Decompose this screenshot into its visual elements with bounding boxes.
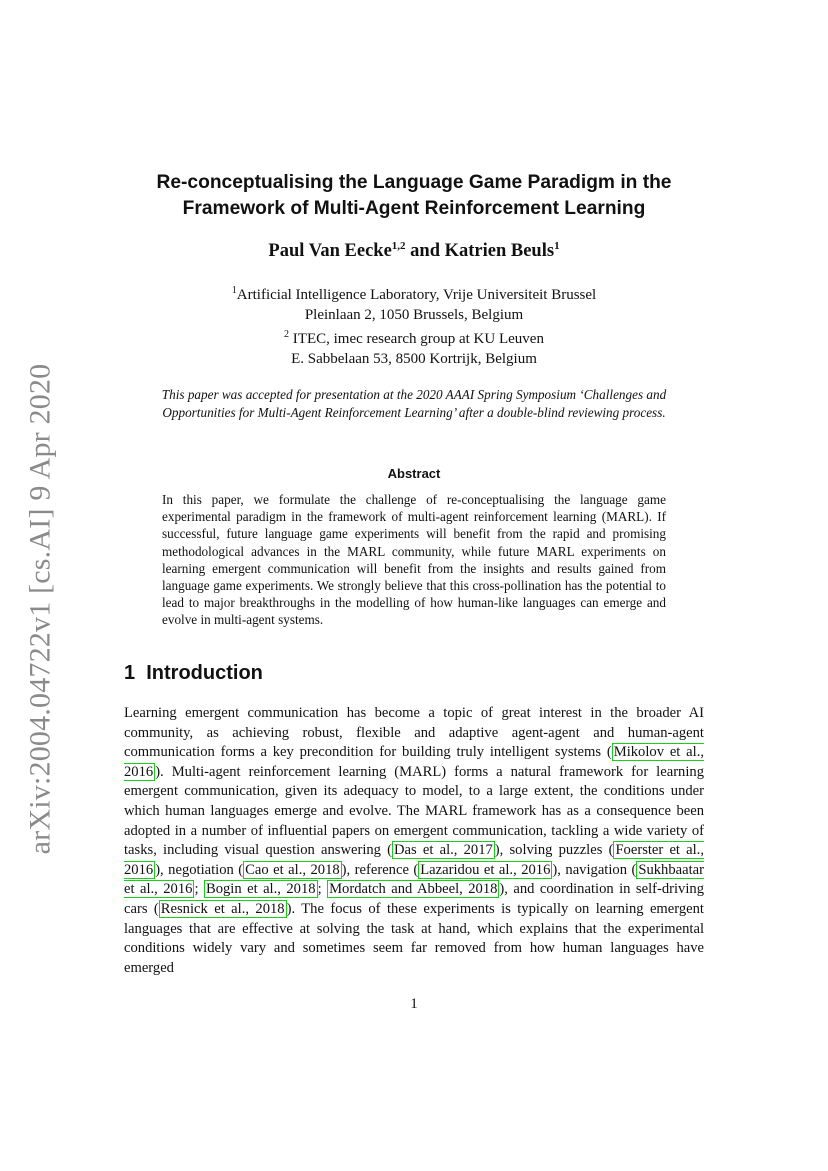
author-affiliation-mark: 1 bbox=[554, 240, 560, 252]
citation-link[interactable]: Lazaridou et al., 2016 bbox=[420, 861, 551, 878]
abstract-text: In this paper, we formulate the challenge of re-conceptualising the language game experimental paradigm in the framework of multi-agent reinforcement learning (MARL). If successful, future language game experiments will benefit from the rapid and promising methodological advances in the MARL community, while future MARL experiments on learning emergent communication will benefit from the insights and results gained from language game experiments. We strongly believe that this cross-pollination has the potential to lead to major breakthroughs in the modelling of how human-like languages can emerge and evolve in multi-agent systems. bbox=[162, 492, 666, 628]
paragraph-text: ), solving puzzles ( bbox=[494, 842, 614, 859]
affiliation-2-name: $^2$ ITEC, imec research group at KU Leuven bbox=[284, 329, 544, 347]
citation-link[interactable]: Mikolov et al., 2016 bbox=[124, 744, 704, 780]
author-affiliation-mark: 1,2 bbox=[391, 240, 406, 252]
author-name: Paul Van Eecke bbox=[268, 241, 392, 262]
citation-link[interactable]: Foerster et al., 2016 bbox=[124, 842, 704, 878]
title-line-1: Re-conceptualising the Language Game Paradigm in the bbox=[156, 172, 672, 193]
arxiv-identifier-stamp bbox=[10, 363, 70, 855]
affiliation-2-address: E. Sabbelaan 53, 8500 Kortrijk, Belgium bbox=[291, 350, 537, 367]
citation-link[interactable]: Resnick et al., 2018 bbox=[160, 900, 285, 917]
paragraph-text: ), navigation ( bbox=[552, 861, 637, 878]
paragraph-text: ). Multi-agent reinforcement learning (MARL) forms a natural framework for learning emergent communication, given its adequacy to model, to a large extent, the conditions under which human languages emerge and evolve. The MARL framework has as a consequence been adopted in a number of influential papers on emergent communication, tackling a wide variety of tasks, including visual question answering ( bbox=[124, 763, 704, 859]
affiliations bbox=[124, 281, 704, 369]
paper-title bbox=[124, 170, 704, 222]
acceptance-note bbox=[124, 386, 704, 421]
paragraph-text: ), negotiation ( bbox=[155, 861, 244, 878]
section-number: 1 bbox=[124, 662, 136, 684]
paragraph-text: ; bbox=[194, 881, 204, 898]
paragraph-text: ). The focus of these experiments is typically on learning emergent languages that are effective at solving the task at hand, which explains that the experimental conditions widely vary and sometimes seem far removed from how human languages have emerged bbox=[124, 900, 704, 976]
title-line-2: Framework of Multi-Agent Reinforcement Learning bbox=[182, 198, 646, 219]
citation-link[interactable]: Sukhbaatar et al., 2016 bbox=[124, 861, 704, 898]
section-heading-introduction bbox=[124, 662, 263, 685]
affiliation-1-address: Pleinlaan 2, 1050 Brussels, Belgium bbox=[304, 306, 524, 323]
affiliation-mark: 1 bbox=[231, 285, 237, 296]
introduction-paragraph bbox=[124, 704, 704, 978]
citation-link[interactable]: Cao et al., 2018 bbox=[245, 861, 340, 878]
paragraph-text: ), reference ( bbox=[341, 861, 419, 878]
citation-link[interactable]: Das et al., 2017 bbox=[394, 842, 493, 859]
citation-link[interactable]: Mordatch and Abbeel, 2018 bbox=[329, 881, 498, 898]
arxiv-identifier-text: arXiv:2004.04722v1 [cs.AI] 9 Apr 2020 bbox=[23, 363, 57, 855]
acceptance-note-line-1: This paper was accepted for presentation at the 2020 AAAI Spring Symposium ‘Challenges and bbox=[161, 387, 667, 402]
paragraph-text: ), and coordination in self-driving cars ( bbox=[124, 881, 705, 917]
author-name: Katrien Beuls bbox=[444, 241, 555, 262]
acceptance-note-line-2: Opportunities for Multi-Agent Reinforcement Learning’ after a double-blind reviewing process. bbox=[162, 404, 666, 420]
page-number: 1 bbox=[410, 996, 418, 1012]
section-title: Introduction bbox=[146, 662, 263, 684]
paragraph-text: Learning emergent communication has become a topic of great interest in the broader AI community, as achieving robust, flexible and adaptive agent-agent and human-agent communication forms a key precondition for building truly intelligent systems ( bbox=[124, 705, 704, 761]
affiliation-1-name: $^1$Artificial Intelligence Laboratory, Vrije Universiteit Brussel bbox=[231, 285, 597, 303]
abstract-heading: Abstract bbox=[387, 466, 441, 481]
affiliation-mark: 2 bbox=[284, 329, 290, 340]
paragraph-text: ; bbox=[317, 881, 328, 898]
citation-link[interactable]: Bogin et al., 2018 bbox=[205, 881, 316, 898]
author-list bbox=[124, 240, 704, 262]
author-connector: and bbox=[405, 241, 445, 262]
